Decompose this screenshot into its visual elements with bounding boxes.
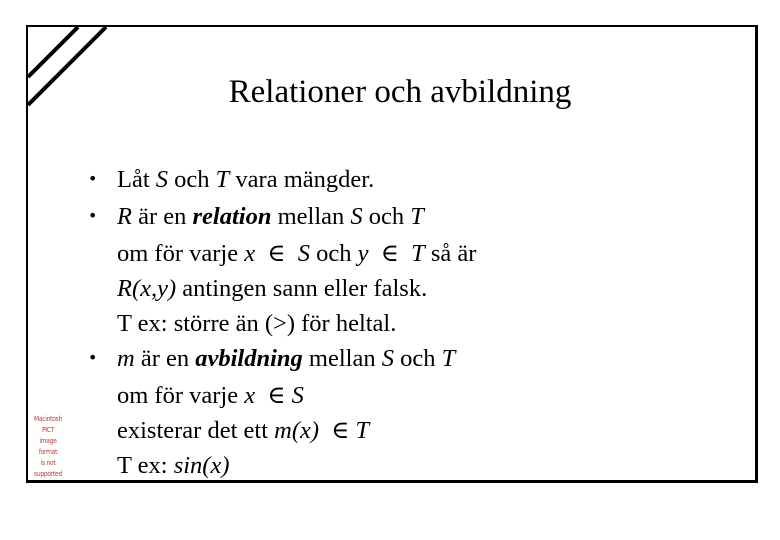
text-run: så är <box>424 240 477 267</box>
text-run: om för varje <box>117 240 245 267</box>
placeholder-text-line: image format <box>38 437 58 456</box>
bullet-continuation-line <box>88 448 476 483</box>
text-run: m <box>117 345 135 372</box>
text-run: och <box>168 166 216 193</box>
text-run: S <box>381 345 394 372</box>
text-run: antingen sann eller falsk. <box>176 275 428 302</box>
bullet-item <box>88 162 476 199</box>
text-run: R(x,y) <box>117 275 177 302</box>
text-run: om för varje <box>117 382 245 409</box>
text-run: existerar det ett <box>117 417 275 444</box>
bullet-item <box>88 341 476 378</box>
text-run: sin(x) <box>173 452 230 479</box>
text-run: R <box>117 203 132 230</box>
text-run: T ex: större än (>) för heltal. <box>117 310 397 337</box>
bullet-item <box>88 199 476 236</box>
text-run: T <box>355 417 370 444</box>
text-run: avbildning <box>195 345 303 372</box>
text-run: ∈ <box>368 240 412 267</box>
text-run: y <box>357 240 369 267</box>
bullet-text <box>117 199 424 234</box>
bullet-dot-icon: • <box>88 206 98 225</box>
text-run: T <box>215 166 230 193</box>
text-run: ∈ <box>255 240 298 267</box>
bullet-dot-icon: • <box>88 348 98 367</box>
text-run: T <box>411 240 425 267</box>
bullet-continuation-line <box>88 271 476 306</box>
text-run: relation <box>192 203 272 230</box>
text-run: T ex: <box>117 452 174 479</box>
text-run: x <box>244 382 256 409</box>
bullet-list <box>88 162 476 483</box>
text-run: Låt <box>117 166 156 193</box>
bullet-dot-icon: • <box>88 169 98 188</box>
unsupported-image-placeholder <box>31 414 65 478</box>
text-run: x <box>244 240 256 267</box>
text-run: S <box>291 382 304 409</box>
text-run: ∈ <box>255 382 292 409</box>
text-run: S <box>155 166 169 193</box>
bullet-text <box>117 341 455 376</box>
text-run: T <box>410 203 424 230</box>
text-run: S <box>350 203 363 230</box>
text-run: och <box>393 345 442 372</box>
slide-title: Relationer och avbildning <box>228 74 572 110</box>
bullet-text <box>117 452 230 479</box>
placeholder-text-line: is not supported <box>34 459 62 478</box>
bullet-continuation-line <box>88 413 476 448</box>
bullet-text <box>117 162 374 197</box>
text-run: mellan <box>302 345 382 372</box>
text-run: vara mängder. <box>229 166 375 193</box>
bullet-text <box>117 240 476 267</box>
bullet-continuation-line <box>88 378 476 413</box>
bullet-text <box>117 275 427 302</box>
text-run: mellan <box>271 203 351 230</box>
bullet-text <box>117 310 396 337</box>
placeholder-text-line: Macintosh PICT <box>33 415 63 434</box>
bullet-text <box>117 382 304 409</box>
text-run: T <box>441 345 456 372</box>
text-run: S <box>297 240 310 267</box>
text-run: och <box>362 203 411 230</box>
bullet-continuation-line <box>88 236 476 271</box>
text-run: och <box>309 240 358 267</box>
text-run: är en <box>134 345 196 372</box>
text-run: ∈ <box>319 417 356 444</box>
bullet-text <box>117 417 369 444</box>
bullet-continuation-line <box>88 306 476 341</box>
text-run: m(x) <box>274 417 320 444</box>
text-run: är en <box>131 203 193 230</box>
